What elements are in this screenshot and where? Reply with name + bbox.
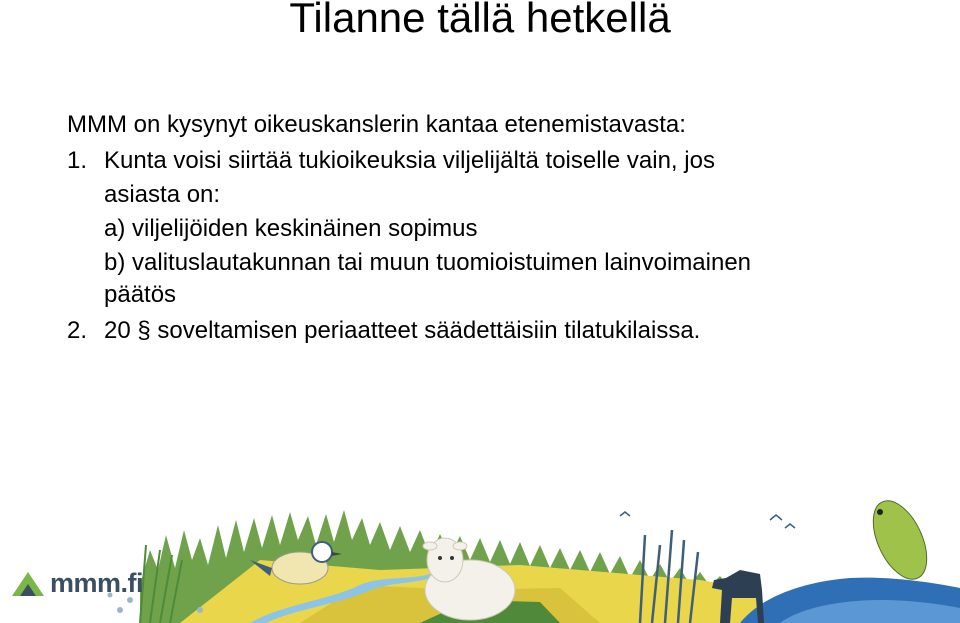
logo-mark-icon [10,568,46,598]
sub-item-b-line-1: b) valituslautakunnan tai muun tuomioistuimen lainvoimainen [104,249,752,276]
sub-item-a: a) viljelijöiden keskinäinen sopimus [104,215,478,242]
list-item-1-number: 1. [67,147,88,174]
list-item-2-number: 2. [67,317,88,344]
intro-text: MMM on kysynyt oikeuskanslerin kantaa etenemistavasta: [67,111,686,138]
mmm-logo[interactable] [10,565,143,601]
list-item-1-line-1: Kunta voisi siirtää tukioikeuksia viljelijältä toiselle vain, jos [104,147,715,174]
fish-figure [862,493,937,588]
landscape-illustration [0,490,960,623]
slide-title: Tilanne tällä hetkellä [289,0,671,41]
list-item-2-text: 20 § soveltamisen periaatteet säädettäisiin tilatukilaissa. [104,317,701,344]
list-item-1-line-2: asiasta on: [104,181,221,208]
logo-text: mmm.fi [50,568,144,598]
sub-item-b-line-2: päätös [104,281,177,308]
